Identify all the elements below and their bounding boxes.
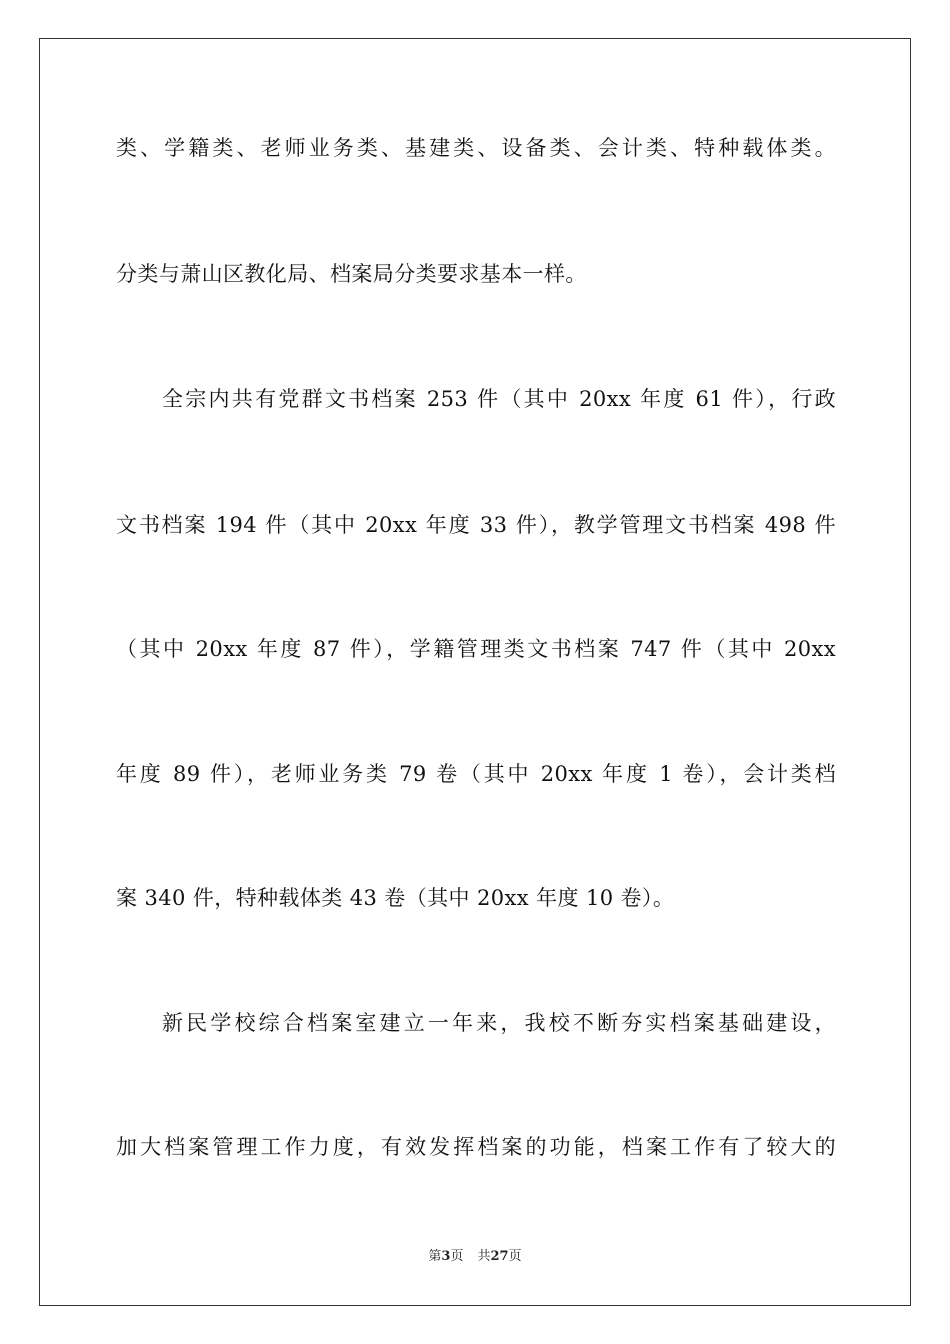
page-prefix: 第 bbox=[428, 1249, 442, 1264]
text-line-7: 案 340 件，特种载体类 43 卷（其中 20xx 年度 10 卷）。 bbox=[116, 886, 675, 910]
page-suffix: 页 bbox=[450, 1249, 464, 1264]
text-line-1: 类、学籍类、老师业务类、基建类、设备类、会计类、特种载体类。 bbox=[116, 136, 836, 160]
total-pages: 27 bbox=[490, 1249, 509, 1264]
text-line-6: 年度 89 件），老师业务类 79 卷（其中 20xx 年度 1 卷），会计类档 bbox=[116, 762, 836, 786]
text-line-8: 新民学校综合档案室建立一年来，我校不断夯实档案基础建设， bbox=[162, 1011, 836, 1035]
text-line-2: 分类与萧山区教化局、档案局分类要求基本一样。 bbox=[116, 262, 587, 286]
total-prefix: 共 bbox=[477, 1249, 491, 1264]
text-line-4: 文书档案 194 件（其中 20xx 年度 33 件），教学管理文书档案 498 件 bbox=[116, 513, 836, 537]
page-number: 3 bbox=[441, 1249, 451, 1264]
total-suffix: 页 bbox=[508, 1249, 522, 1264]
text-line-3: 全宗内共有党群文书档案 253 件（其中 20xx 年度 61 件），行政 bbox=[162, 387, 836, 411]
text-line-9: 加大档案管理工作力度，有效发挥档案的功能，档案工作有了较大的 bbox=[116, 1135, 836, 1159]
page-footer bbox=[0, 1248, 950, 1266]
page-border bbox=[39, 38, 911, 1306]
text-line-5: （其中 20xx 年度 87 件），学籍管理类文书档案 747 件（其中 20xx bbox=[116, 637, 836, 661]
